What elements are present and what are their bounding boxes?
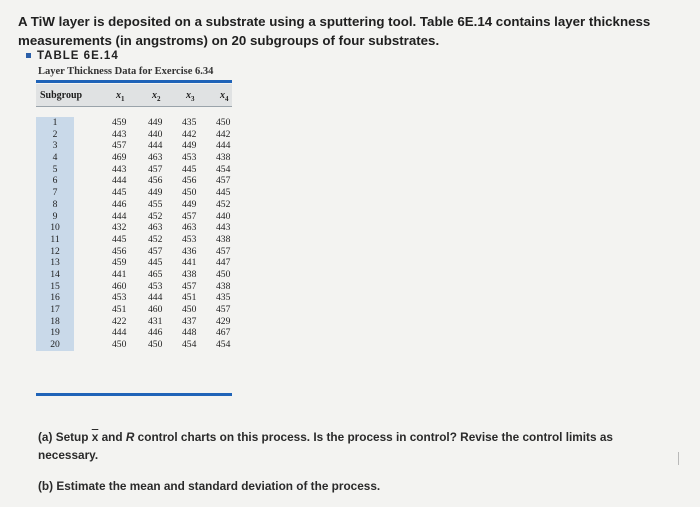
thickness-x4: 457: [216, 245, 231, 257]
thickness-x4: 438: [216, 280, 231, 292]
subgroup-number: 16: [36, 292, 74, 304]
thickness-x4: 457: [216, 175, 231, 187]
subgroup-number: 10: [36, 222, 74, 234]
table-header-row: [36, 84, 232, 106]
subgroup-number: 5: [36, 164, 74, 176]
problem-line-2: measurements (in angstroms) on 20 subgroups of four substrates.: [18, 33, 440, 48]
table-row: [36, 246, 232, 258]
thickness-x3: 445: [182, 163, 197, 175]
thickness-x3: 457: [182, 210, 197, 222]
thickness-x1: 469: [112, 152, 127, 164]
table-row: [36, 164, 232, 176]
thickness-x3: 435: [182, 117, 197, 128]
subgroup-number: 19: [36, 327, 74, 339]
subgroup-number: 18: [36, 316, 74, 328]
r-symbol: R: [125, 430, 135, 444]
question-a-prefix: (a) Setup: [38, 430, 89, 444]
question-a: [38, 428, 678, 464]
subgroup-number: 17: [36, 304, 74, 316]
thickness-x3: 454: [182, 339, 197, 351]
table-row: [36, 211, 232, 223]
thickness-x2: 455: [148, 198, 163, 210]
thickness-x4: 442: [216, 128, 231, 140]
thickness-x2: 463: [148, 152, 163, 164]
thickness-x2: 465: [148, 268, 163, 280]
subgroup-number: 2: [36, 129, 74, 141]
subgroup-number: 7: [36, 187, 74, 199]
table-row: [36, 199, 232, 211]
xbar-symbol: $\overline{x}$: [91, 430, 99, 444]
thickness-x4: 438: [216, 152, 231, 164]
thickness-x2: 457: [148, 245, 163, 257]
subgroup-number: 3: [36, 140, 74, 152]
thickness-x1: 445: [112, 233, 127, 245]
thickness-x1: 460: [112, 280, 127, 292]
thickness-x1: 459: [112, 117, 127, 128]
table-row: [36, 269, 232, 281]
thickness-x3: 442: [182, 128, 197, 140]
thickness-x3: 453: [182, 152, 197, 164]
table-top-rule: [36, 80, 232, 83]
thickness-x2: 445: [148, 257, 163, 269]
table-row: [36, 140, 232, 152]
thickness-x3: 441: [182, 257, 197, 269]
table-row: [36, 304, 232, 316]
table-row: [36, 234, 232, 246]
thickness-x1: 445: [112, 187, 127, 199]
thickness-x1: 459: [112, 257, 127, 269]
thickness-x1: 444: [112, 327, 127, 339]
header-x1: $x_1$: [116, 90, 125, 103]
question-a-rest: control charts on this process. Is the process in control? Revise the control limits as: [137, 430, 613, 444]
subgroup-number: 20: [36, 339, 74, 351]
thickness-x3: 451: [182, 292, 197, 304]
table-row: [36, 281, 232, 293]
subgroup-number: 9: [36, 211, 74, 223]
table-row: [36, 222, 232, 234]
header-x3: $x_3$: [186, 90, 195, 103]
thickness-x3: 450: [182, 187, 197, 199]
thickness-x3: 456: [182, 175, 197, 187]
thickness-x4: 429: [216, 315, 231, 327]
thickness-x1: 453: [112, 292, 127, 304]
header-divider: [36, 106, 232, 107]
thickness-x4: 444: [216, 140, 231, 152]
thickness-x4: 457: [216, 304, 231, 315]
table-row: [36, 187, 232, 199]
problem-line-1: A TiW layer is deposited on a substrate using a sputtering tool. Table 6E.14 contains layer thickness: [18, 14, 651, 29]
table-row: [36, 339, 232, 351]
thickness-x2: 440: [148, 128, 163, 140]
thickness-x4: 454: [216, 339, 231, 351]
thickness-x4: 450: [216, 117, 231, 128]
thickness-x4: 438: [216, 233, 231, 245]
subgroup-number: 12: [36, 246, 74, 258]
question-b: (b) Estimate the mean and standard deviation of the process.: [38, 479, 381, 493]
thickness-x4: 435: [216, 292, 231, 304]
bullet-icon: [26, 53, 31, 58]
thickness-x1: 432: [112, 222, 127, 234]
table-label: [26, 50, 119, 62]
table-row: [36, 129, 232, 141]
thickness-x2: 444: [148, 140, 163, 152]
header-x4: $x_4$: [220, 90, 229, 103]
thickness-x2: 449: [148, 187, 163, 199]
table-bottom-rule: [36, 393, 232, 396]
thickness-x4: 443: [216, 222, 231, 234]
subgroup-number: 13: [36, 257, 74, 269]
thickness-x1: 457: [112, 140, 127, 152]
table-label-text: TABLE 6E.14: [37, 50, 119, 62]
thickness-x3: 457: [182, 280, 197, 292]
question-a-line-2: necessary.: [38, 448, 99, 462]
thickness-x2: 456: [148, 175, 163, 187]
thickness-x2: 453: [148, 280, 163, 292]
header-subgroup: Subgroup: [40, 90, 83, 101]
question-a-and: and: [101, 430, 123, 444]
table-row: [36, 175, 232, 187]
table-row: [36, 117, 232, 129]
thickness-x3: 450: [182, 304, 197, 315]
subgroup-number: 14: [36, 269, 74, 281]
thickness-x1: 451: [112, 304, 127, 315]
thickness-x2: 431: [148, 315, 163, 327]
thickness-x4: 454: [216, 163, 231, 175]
table-row: [36, 316, 232, 328]
scroll-indicator: [678, 452, 679, 465]
thickness-x4: 450: [216, 268, 231, 280]
subgroup-number: 6: [36, 175, 74, 187]
thickness-x3: 436: [182, 245, 197, 257]
table-row: [36, 292, 232, 304]
thickness-x3: 453: [182, 233, 197, 245]
thickness-x3: 438: [182, 268, 197, 280]
question-a-line-1: [38, 428, 678, 446]
thickness-x1: 450: [112, 339, 127, 351]
table-body: [36, 117, 232, 351]
thickness-x1: 422: [112, 315, 127, 327]
table-row: [36, 257, 232, 269]
subgroup-number: 4: [36, 152, 74, 164]
thickness-x4: 440: [216, 210, 231, 222]
thickness-x2: 444: [148, 292, 163, 304]
problem-statement: [18, 12, 688, 50]
thickness-x4: 445: [216, 187, 231, 199]
thickness-x4: 452: [216, 198, 231, 210]
thickness-x2: 460: [148, 304, 163, 315]
thickness-x1: 444: [112, 175, 127, 187]
thickness-x3: 448: [182, 327, 197, 339]
thickness-x2: 450: [148, 339, 163, 351]
thickness-x2: 452: [148, 233, 163, 245]
table-row: [36, 327, 232, 339]
subgroup-number: 1: [36, 117, 74, 129]
thickness-x3: 437: [182, 315, 197, 327]
thickness-x3: 449: [182, 140, 197, 152]
thickness-x2: 463: [148, 222, 163, 234]
thickness-x2: 449: [148, 117, 163, 128]
subgroup-number: 11: [36, 234, 74, 246]
thickness-x1: 456: [112, 245, 127, 257]
thickness-x1: 443: [112, 163, 127, 175]
thickness-x2: 452: [148, 210, 163, 222]
thickness-x1: 444: [112, 210, 127, 222]
table-row: [36, 152, 232, 164]
thickness-x2: 446: [148, 327, 163, 339]
thickness-x4: 467: [216, 327, 231, 339]
header-x2: $x_2$: [152, 90, 161, 103]
thickness-x3: 463: [182, 222, 197, 234]
thickness-x4: 447: [216, 257, 231, 269]
thickness-x2: 457: [148, 163, 163, 175]
table-caption: Layer Thickness Data for Exercise 6.34: [38, 66, 214, 77]
subgroup-number: 15: [36, 281, 74, 293]
subgroup-number: 8: [36, 199, 74, 211]
thickness-x1: 443: [112, 128, 127, 140]
thickness-x1: 441: [112, 268, 127, 280]
thickness-x1: 446: [112, 198, 127, 210]
thickness-x3: 449: [182, 198, 197, 210]
